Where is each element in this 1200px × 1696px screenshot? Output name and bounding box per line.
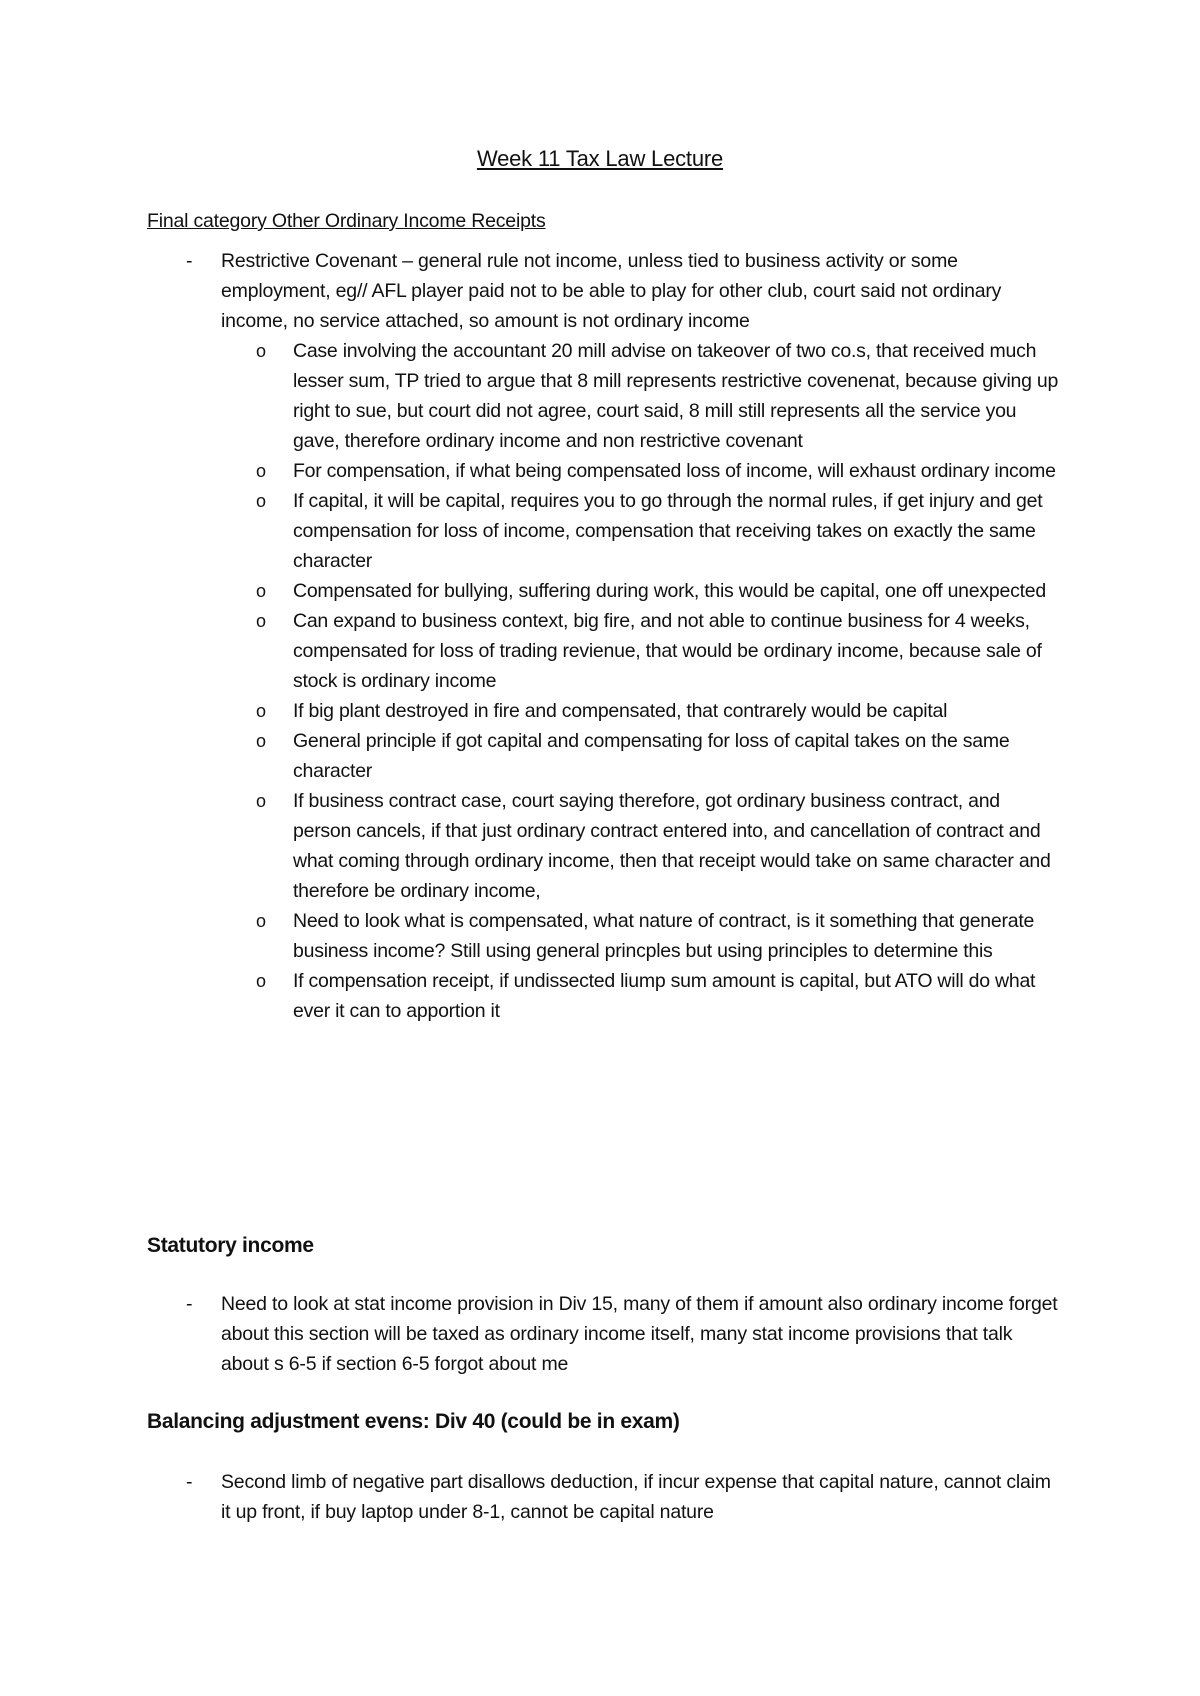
circle-bullet: o <box>256 491 266 511</box>
sub-list-item <box>256 966 1063 1026</box>
sub-list-item-text: General principle if got capital and compensating for loss of capital takes on the same character <box>293 730 1010 782</box>
balancing-adjustment-heading: Balancing adjustment evens: Div 40 (could be in exam) <box>147 1410 680 1433</box>
list-item <box>0 1289 1061 1379</box>
sub-list-item <box>256 906 1063 966</box>
circle-bullet: o <box>256 911 266 931</box>
sub-list-item-text: Can expand to business context, big fire, and not able to continue business for 4 weeks, compensated for loss of trading revienue, that would be ordinary income, because sale of stock is ordinary income <box>293 610 1042 692</box>
sub-list-item <box>256 726 1063 786</box>
list-item <box>0 246 1061 1026</box>
sub-list-item <box>256 486 1063 576</box>
circle-bullet: o <box>256 581 266 601</box>
sub-list-item-text: Need to look what is compensated, what nature of contract, is it something that generate business income? Still using general princples but using principles to determine this <box>293 910 1035 962</box>
sub-list-item <box>256 576 1063 606</box>
sub-list-item <box>256 786 1063 906</box>
list-item-text: Need to look at stat income provision in Div 15, many of them if amount also ordinary income forget about this section will be taxed as ordinary income itself, many stat income provisions that talk about s 6-5 if section 6-5 forgot about me <box>221 1293 1058 1375</box>
circle-bullet: o <box>256 971 266 991</box>
sub-list-item-text: For compensation, if what being compensated loss of income, will exhaust ordinary income <box>293 460 1056 482</box>
sub-list <box>221 336 1061 1026</box>
list-item-text: Restrictive Covenant – general rule not income, unless tied to business activity or some employment, eg// AFL player paid not to be able to play for other club, court said not ordinary income, no service attached, so amount is not ordinary income <box>221 250 1002 332</box>
sub-list-item-text: If business contract case, court saying therefore, got ordinary business contract, and person cancels, if that just ordinary contract entered into, and cancellation of contract and what coming through ordinary income, then that receipt would take on same character and therefore be ordinary income, <box>293 790 1051 902</box>
sub-list-item <box>256 696 1063 726</box>
statutory-income-heading: Statutory income <box>147 1234 314 1257</box>
dash-bullet: - <box>186 1293 193 1315</box>
document-title: Week 11 Tax Law Lecture <box>476 146 724 171</box>
restrictive-covenant-list <box>0 246 1061 1026</box>
list-item-text: Second limb of negative part disallows deduction, if incur expense that capital nature, cannot claim it up front, if buy laptop under 8-1, cannot be capital nature <box>221 1471 1051 1523</box>
circle-bullet: o <box>256 701 266 721</box>
sub-list-item <box>256 606 1063 696</box>
statutory-income-list <box>0 1289 1061 1379</box>
circle-bullet: o <box>256 731 266 751</box>
circle-bullet: o <box>256 341 266 361</box>
list-item <box>0 1467 1061 1527</box>
balancing-adjustment-list <box>0 1467 1061 1527</box>
sub-list-item-text: Case involving the accountant 20 mill advise on takeover of two co.s, that received much lesser sum, TP tried to argue that 8 mill represents restrictive covenenat, because giving up right to sue, but court did not agree, court said, 8 mill still represents all the service you gave, therefore ordinary income and non restrictive covenant <box>293 340 1059 452</box>
sub-list-item-text: If compensation receipt, if undissected liump sum amount is capital, but ATO will do what ever it can to apportion it <box>293 970 1036 1022</box>
dash-bullet: - <box>186 250 193 272</box>
circle-bullet: o <box>256 461 266 481</box>
circle-bullet: o <box>256 791 266 811</box>
sub-list-item <box>256 456 1063 486</box>
sub-list-item-text: Compensated for bullying, suffering during work, this would be capital, one off unexpected <box>293 580 1046 602</box>
sub-list-item-text: If capital, it will be capital, requires you to go through the normal rules, if get injury and get compensation for loss of income, compensation that receiving takes on exactly the same character <box>293 490 1043 572</box>
circle-bullet: o <box>256 611 266 631</box>
dash-bullet: - <box>186 1471 193 1493</box>
sub-list-item-text: If big plant destroyed in fire and compensated, that contrarely would be capital <box>293 700 948 722</box>
category-subheading: Final category Other Ordinary Income Receipts <box>147 210 546 232</box>
sub-list-item <box>256 336 1063 456</box>
